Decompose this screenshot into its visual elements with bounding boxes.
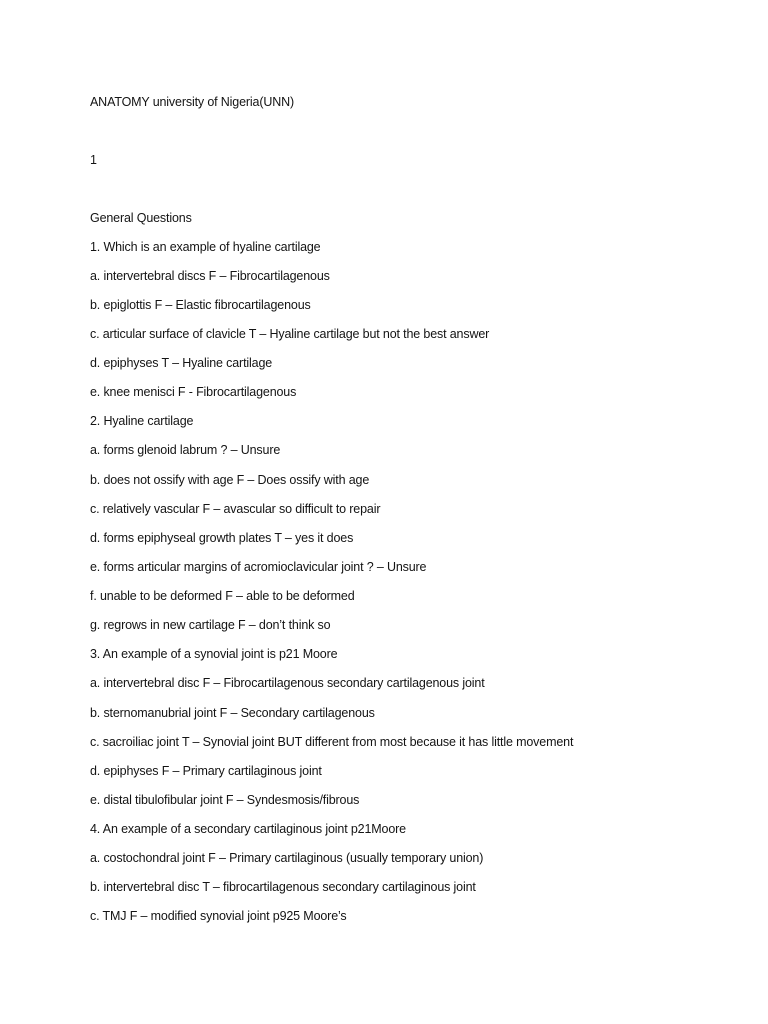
answer-line: f. unable to be deformed F – able to be deformed: [90, 589, 355, 603]
answer-line: a. intervertebral discs F – Fibrocartilagenous: [90, 269, 330, 283]
answer-line: b. intervertebral disc T – fibrocartilagenous secondary cartilaginous joint: [90, 880, 476, 894]
answer-line: c. sacroiliac joint T – Synovial joint BUT different from most because it has little movement: [90, 735, 574, 749]
answer-line: e. knee menisci F - Fibrocartilagenous: [90, 385, 297, 399]
answer-line: a. intervertebral disc F – Fibrocartilagenous secondary cartilagenous joint: [90, 676, 485, 690]
document-title: ANATOMY university of Nigeria(UNN): [90, 95, 294, 109]
answer-line: d. forms epiphyseal growth plates T – yes it does: [90, 531, 354, 545]
answer-line: c. relatively vascular F – avascular so difficult to repair: [90, 502, 381, 516]
question-line: 4. An example of a secondary cartilaginous joint p21Moore: [90, 822, 406, 836]
answer-line: e. forms articular margins of acromioclavicular joint ? – Unsure: [90, 560, 427, 574]
section-heading: General Questions: [90, 211, 192, 225]
question-line: 1. Which is an example of hyaline cartilage: [90, 240, 321, 254]
page-number: 1: [90, 153, 97, 167]
answer-line: g. regrows in new cartilage F – don’t think so: [90, 618, 331, 632]
answer-line: d. epiphyses F – Primary cartilaginous joint: [90, 764, 322, 778]
answer-line: b. sternomanubrial joint F – Secondary cartilagenous: [90, 706, 375, 720]
answer-line: c. articular surface of clavicle T – Hyaline cartilage but not the best answer: [90, 327, 490, 341]
answer-line: c. TMJ F – modified synovial joint p925 Moore’s: [90, 909, 347, 923]
question-line: 2. Hyaline cartilage: [90, 414, 194, 428]
answer-line: d. epiphyses T – Hyaline cartilage: [90, 356, 273, 370]
answer-line: b. does not ossify with age F – Does ossify with age: [90, 473, 370, 487]
answer-line: a. forms glenoid labrum ? – Unsure: [90, 443, 281, 457]
question-line: 3. An example of a synovial joint is p21 Moore: [90, 647, 338, 661]
answer-line: b. epiglottis F – Elastic fibrocartilagenous: [90, 298, 311, 312]
answer-line: e. distal tibulofibular joint F – Syndesmosis/fibrous: [90, 793, 360, 807]
answer-line: a. costochondral joint F – Primary cartilaginous (usually temporary union): [90, 851, 484, 865]
